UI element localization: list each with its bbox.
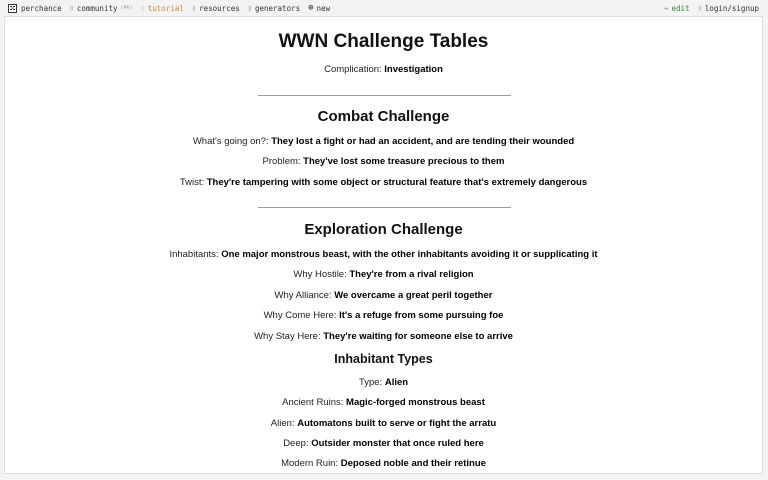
combat-row — [5, 136, 762, 147]
inhabitant-row — [5, 397, 762, 408]
row-label: Deep: — [283, 438, 309, 449]
page-title: WWN Challenge Tables — [278, 31, 489, 52]
login-label: login/signup — [704, 3, 759, 13]
combat-row — [5, 177, 762, 188]
nav-perchance[interactable] — [8, 4, 62, 13]
nav-right — [664, 4, 768, 13]
row-value: They've lost some treasure precious to them — [303, 156, 505, 167]
row-label: Why Hostile: — [293, 269, 347, 280]
row-label: Modern Ruin: — [281, 458, 339, 469]
nav-new-label: new — [316, 3, 331, 13]
inhabitant-row — [5, 458, 762, 469]
nav-left — [0, 3, 338, 13]
user-icon: ▯ — [697, 4, 702, 12]
nav-new[interactable] — [308, 3, 330, 13]
row-value: They're tampering with some object or structural feature that's extremely dangerous — [206, 177, 588, 188]
nav-tutorial[interactable] — [141, 4, 184, 13]
login-button[interactable] — [698, 4, 759, 13]
row-value: It's a refuge from some pursuing foe — [339, 310, 504, 321]
row-label: Why Come Here: — [263, 310, 337, 321]
exploration-row — [5, 310, 762, 321]
edit-label: edit — [671, 3, 690, 13]
row-value: Alien — [384, 377, 409, 388]
nav-tutorial-label: tutorial — [147, 3, 184, 13]
combat-heading: Combat Challenge — [317, 108, 450, 125]
generator-output-panel — [4, 16, 763, 474]
pencil-icon: ✏ — [664, 4, 669, 12]
divider — [258, 95, 511, 96]
row-value: Outsider monster that once ruled here — [311, 438, 484, 449]
inhabitant-row — [5, 418, 762, 429]
folder-icon: ▯ — [191, 4, 197, 12]
row-label: Why Stay Here: — [254, 331, 321, 342]
exploration-row — [5, 331, 762, 342]
book-icon: ▯ — [140, 4, 145, 12]
exploration-row — [5, 249, 762, 260]
top-nav-bar — [0, 0, 768, 16]
edit-button[interactable] — [664, 4, 689, 13]
row-value: They lost a fight or had an accident, and are tending their wounded — [271, 136, 575, 147]
nav-resources-label: resources — [199, 3, 240, 13]
nav-community[interactable] — [70, 4, 133, 13]
nav-resources[interactable] — [192, 4, 240, 13]
exploration-row — [5, 269, 762, 280]
row-label: Alien: — [270, 418, 295, 429]
row-value: Deposed noble and their retinue — [340, 458, 486, 469]
nav-generators[interactable] — [248, 4, 300, 13]
row-label: Inhabitants: — [169, 249, 219, 260]
nav-community-label: community — [76, 3, 118, 13]
combat-row — [5, 156, 762, 167]
row-label: Why Alliance: — [274, 290, 332, 301]
exploration-heading: Exploration Challenge — [304, 221, 463, 238]
exploration-row — [5, 290, 762, 301]
chat-icon: ▯ — [69, 4, 74, 12]
complication-value: Investigation — [384, 64, 443, 75]
row-label: Problem: — [262, 156, 301, 167]
row-value: Automatons built to serve or fight the arratu — [297, 418, 497, 429]
complication-line — [5, 64, 762, 75]
row-value: They're waiting for someone else to arrive — [323, 331, 513, 342]
dice-icon — [8, 4, 17, 13]
row-value: Magic-forged monstrous beast — [346, 397, 485, 408]
complication-label: Complication: — [324, 64, 382, 75]
plus-circle-icon: ⊕ — [308, 3, 314, 13]
divider — [258, 207, 511, 208]
row-label: Twist: — [179, 177, 205, 188]
row-label: Ancient Ruins: — [282, 397, 344, 408]
row-label: Type: — [358, 377, 383, 388]
nav-generators-label: generators — [254, 3, 301, 13]
inhabitant-row — [5, 377, 762, 388]
community-badge: (4h) — [120, 5, 133, 11]
row-label: What's going on?: — [192, 136, 269, 147]
grid-icon: ▯ — [247, 4, 252, 12]
inhabitant-types-heading: Inhabitant Types — [334, 352, 433, 366]
inhabitant-row — [5, 438, 762, 449]
row-value: One major monstrous beast, with the other inhabitants avoiding it or supplicating it — [221, 249, 598, 260]
row-value: They're from a rival religion — [349, 269, 474, 280]
row-value: We overcame a great peril together — [334, 290, 493, 301]
nav-perchance-label: perchance — [21, 3, 62, 13]
